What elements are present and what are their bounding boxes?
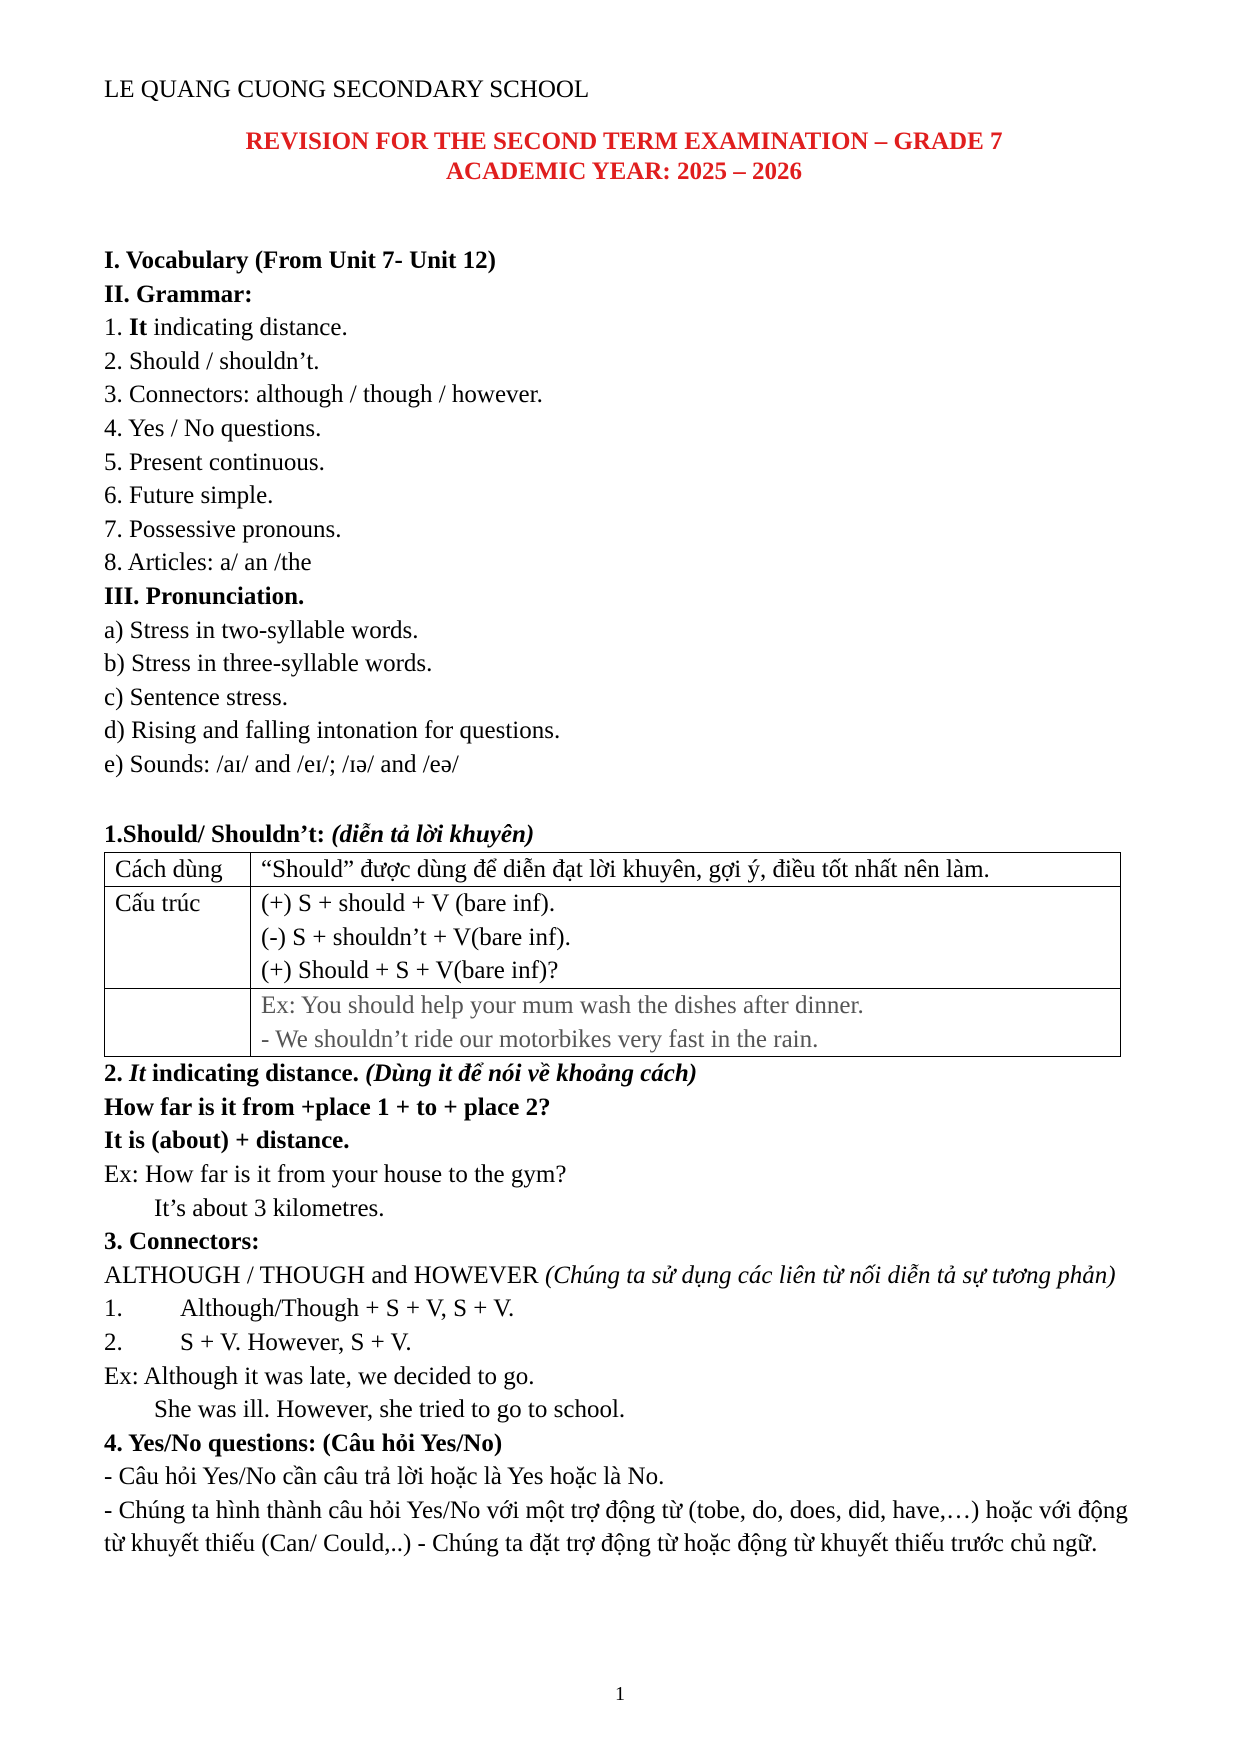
section-connectors-heading: 3. Connectors: <box>104 1228 260 1256</box>
structure-question: (+) Should + S + V(bare inf)? <box>261 957 559 985</box>
school-name: LE QUANG CUONG SECONDARY SCHOOL <box>104 76 590 103</box>
page-number: 1 <box>615 1683 625 1705</box>
section-distance-heading: 2. It indicating distance. (Dùng it để nói về khoảng cách) <box>104 1060 698 1088</box>
grammar-item: 7. Possessive pronouns. <box>104 515 342 543</box>
distance-formula-question: How far is it from +place 1 + to + place 2? <box>104 1093 551 1121</box>
grammar-item: 1. It indicating distance. <box>104 314 348 342</box>
section-yes-no-heading: 4. Yes/No questions: (Câu hỏi Yes/No) <box>104 1429 503 1457</box>
table-cell-structure <box>251 887 1121 989</box>
connector-pattern: 2. S + V. However, S + V. <box>104 1328 412 1356</box>
section-should-heading: 1.Should/ Shouldn’t: (diễn tả lời khuyên) <box>104 821 535 848</box>
yes-no-note: - Chúng ta hình thành câu hỏi Yes/No với một trợ động từ (tobe, do, does, did, have,…) hoặc với động từ khuyết thiếu (Can/ Could,..) - Chúng ta đặt trợ động từ hoặc động từ khuyết thiếu trước chủ ngữ. <box>104 1496 1128 1558</box>
should-table <box>104 852 1121 1058</box>
example-line: It’s about 3 kilometres. <box>154 1194 385 1222</box>
distance-formula-answer: It is (about) + distance. <box>104 1127 350 1155</box>
structure-positive: (+) S + should + V (bare inf). <box>261 890 556 918</box>
pronunciation-item: b) Stress in three-syllable words. <box>104 650 433 678</box>
pronunciation-item: a) Stress in two-syllable words. <box>104 616 419 644</box>
example-line: - We shouldn’t ride our motorbikes very fast in the rain. <box>261 1025 819 1053</box>
table-row <box>105 988 1121 1056</box>
table-cell-usage: “Should” được dùng để diễn đạt lời khuyên, gợi ý, điều tốt nhất nên làm. <box>251 852 1121 887</box>
grammar-item: 8. Articles: a/ an /the <box>104 549 312 577</box>
pronunciation-item: d) Rising and falling intonation for questions. <box>104 717 561 745</box>
heading-grammar: II. Grammar: <box>104 280 253 308</box>
connectors-intro: ALTHOUGH / THOUGH and HOWEVER (Chúng ta sử dụng các liên từ nối diễn tả sự tương phản) <box>104 1261 1116 1289</box>
table-cell-empty <box>105 988 251 1056</box>
grammar-item: 6. Future simple. <box>104 482 274 510</box>
table-cell-label: Cách dùng <box>105 852 251 887</box>
pronunciation-item: c) Sentence stress. <box>104 683 288 711</box>
grammar-item: 4. Yes / No questions. <box>104 414 322 442</box>
outline <box>104 244 560 782</box>
table-cell-label: Cấu trúc <box>105 887 251 989</box>
table-row <box>105 887 1121 989</box>
table-cell-examples <box>251 988 1121 1056</box>
example-line: Ex: You should help your mum wash the dishes after dinner. <box>261 991 864 1019</box>
yes-no-note: - Câu hỏi Yes/No cần câu trả lời hoặc là Yes hoặc là No. <box>104 1463 665 1491</box>
structure-negative: (-) S + shouldn’t + V(bare inf). <box>261 923 571 951</box>
example-line: Ex: How far is it from your house to the gym? <box>104 1160 567 1188</box>
academic-year: ACADEMIC YEAR: 2025 – 2026 <box>445 158 802 185</box>
example-line: She was ill. However, she tried to go to school. <box>154 1396 626 1424</box>
table-row <box>105 852 1121 887</box>
heading-vocabulary: I. Vocabulary (From Unit 7- Unit 12) <box>104 247 496 274</box>
connector-pattern: 1. Although/Though + S + V, S + V. <box>104 1295 515 1323</box>
grammar-item: 5. Present continuous. <box>104 448 325 476</box>
pronunciation-item: e) Sounds: /aɪ/ and /eɪ/; /ɪə/ and /eə/ <box>104 750 459 778</box>
grammar-item: 2. Should / shouldn’t. <box>104 347 320 375</box>
grammar-notes <box>104 818 1144 1561</box>
example-line: Ex: Although it was late, we decided to go. <box>104 1362 535 1390</box>
document-title: REVISION FOR THE SECOND TERM EXAMINATION – GRADE 7 <box>245 128 1003 155</box>
heading-pronunciation: III. Pronunciation. <box>104 582 305 610</box>
grammar-item: 3. Connectors: although / though / however. <box>104 381 543 409</box>
